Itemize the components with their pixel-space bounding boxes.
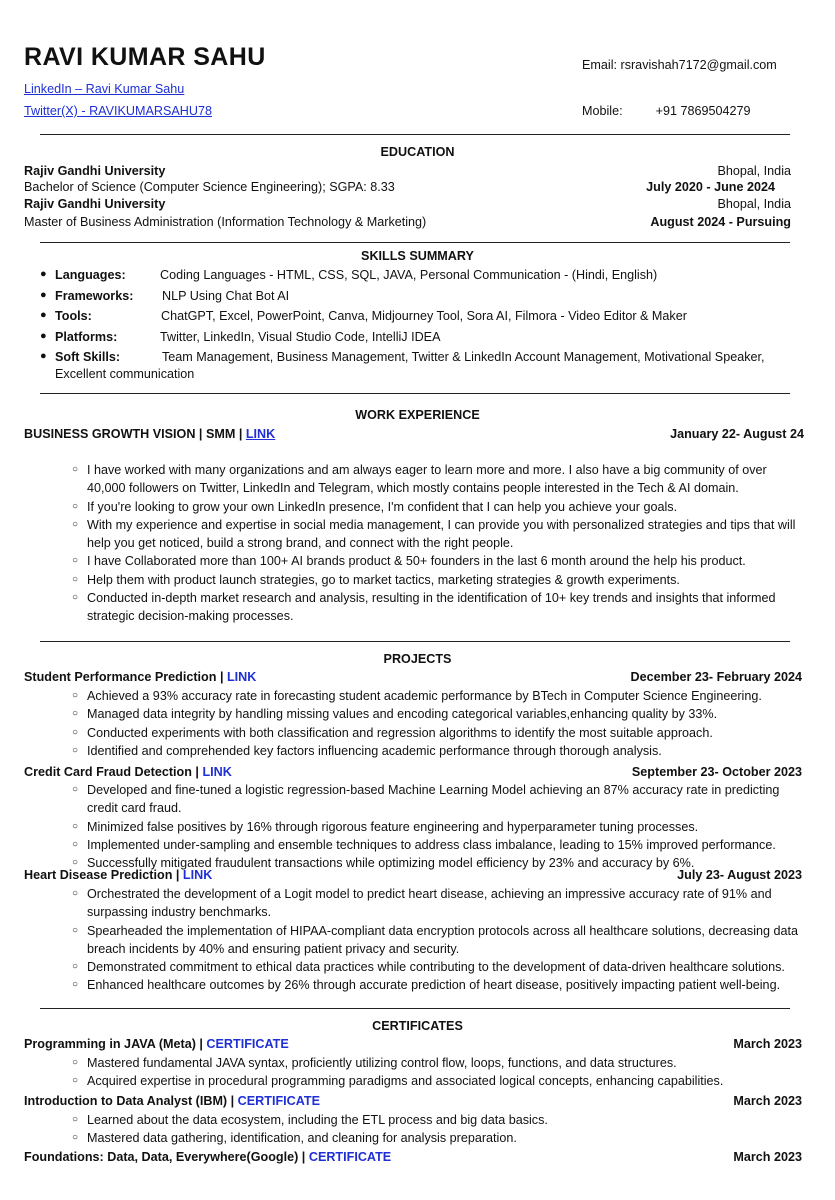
certificate-date: March 2023 bbox=[733, 1037, 802, 1051]
bullet-icon: ● bbox=[40, 268, 47, 280]
list-item: ○ Developed and fine-tuned a logistic regression-based Machine Learning Model achieving an 87% accuracy rate in predicting credit card fraud. bbox=[72, 781, 802, 818]
list-item: ○ Acquired expertise in procedural programming paradigms and associated logical concepts, enhancing capabilities. bbox=[72, 1072, 802, 1090]
certificate-date: March 2023 bbox=[733, 1150, 802, 1164]
mobile-line bbox=[582, 104, 751, 118]
list-item: ○ Achieved a 93% accuracy rate in forecasting student academic performance by BTech in Computer Science Engineering. bbox=[72, 687, 802, 705]
education-location: Bhopal, India bbox=[717, 197, 791, 211]
projects-heading: PROJECTS bbox=[383, 652, 452, 666]
section-divider bbox=[40, 1008, 790, 1009]
skill-label: Tools: bbox=[55, 309, 92, 323]
certificates-heading: CERTIFICATES bbox=[372, 1019, 463, 1033]
skill-value: ChatGPT, Excel, PowerPoint, Canva, Midjourney Tool, Sora AI, Filmora - Video Editor & Maker bbox=[161, 309, 687, 323]
list-item: ○ Help them with product launch strategies, go to market tactics, marketing strategies & growth experiments. bbox=[72, 571, 802, 589]
certificate-title: Programming in JAVA (Meta) | CERTIFICATE bbox=[24, 1037, 289, 1051]
project-title: Student Performance Prediction | LINK bbox=[24, 670, 257, 684]
project-dates: September 23- October 2023 bbox=[631, 765, 802, 779]
skill-label: Platforms: bbox=[55, 330, 118, 344]
list-item: ○ If you're looking to grow your own LinkedIn presence, I'm confident that I can help you achieve your goals. bbox=[72, 498, 802, 516]
education-heading: EDUCATION bbox=[380, 145, 455, 159]
education-school: Rajiv Gandhi University bbox=[24, 164, 166, 178]
email-line bbox=[582, 58, 777, 72]
work-dates: January 22- August 24 bbox=[670, 427, 804, 441]
certificate-bullets bbox=[72, 1054, 802, 1091]
skill-value: Twitter, LinkedIn, Visual Studio Code, IntelliJ IDEA bbox=[160, 330, 441, 344]
project-title: Heart Disease Prediction | LINK bbox=[24, 868, 213, 882]
certificate-link[interactable]: CERTIFICATE bbox=[308, 1150, 392, 1164]
linkedin-link[interactable]: LinkedIn – Ravi Kumar Sahu bbox=[24, 82, 185, 96]
section-divider bbox=[40, 134, 790, 135]
bullet-icon: ● bbox=[40, 309, 47, 321]
list-item: ○ Mastered fundamental JAVA syntax, proficiently utilizing control flow, loops, functions, and data structures. bbox=[72, 1054, 802, 1072]
list-item: ○ Implemented under-sampling and ensemble techniques to address class imbalance, leading to 15% improved performance. bbox=[72, 836, 802, 854]
list-item: ○ I have Collaborated more than 100+ AI brands product & 50+ founders in the last 6 month around the help his product. bbox=[72, 552, 802, 570]
education-dates: July 2020 - June 2024 bbox=[646, 180, 775, 194]
certificate-date: March 2023 bbox=[733, 1094, 802, 1108]
work-heading: WORK EXPERIENCE bbox=[355, 408, 480, 422]
list-item: ○ Identified and comprehended key factors influencing academic performance through thorough analysis. bbox=[72, 742, 802, 760]
mobile-value: +91 7869504279 bbox=[655, 104, 751, 118]
education-location: Bhopal, India bbox=[717, 164, 791, 178]
list-item: ○ Learned about the data ecosystem, including the ETL process and big data basics. bbox=[72, 1111, 802, 1129]
certificate-bullets bbox=[72, 1111, 802, 1148]
project-bullets bbox=[72, 885, 802, 995]
skill-value: NLP Using Chat Bot AI bbox=[162, 289, 290, 303]
list-item: ○ Enhanced healthcare outcomes by 26% through accurate prediction of heart disease, positively impacting patient well-being. bbox=[72, 976, 802, 994]
list-item: ○ Orchestrated the development of a Logit model to predict heart disease, achieving an impressive accuracy rate of 91% and surpassing industry benchmarks. bbox=[72, 885, 802, 922]
list-item: ○ Minimized false positives by 16% through rigorous feature engineering and hyperparameter tuning processes. bbox=[72, 818, 802, 836]
project-link[interactable]: LINK bbox=[223, 670, 257, 684]
mobile-label: Mobile: bbox=[582, 104, 623, 118]
work-company: BUSINESS GROWTH VISION | SMM | LINK bbox=[24, 427, 276, 441]
section-divider bbox=[40, 242, 790, 243]
skill-value-continued: Excellent communication bbox=[55, 367, 195, 381]
project-bullets bbox=[72, 781, 802, 872]
list-item: ○ I have worked with many organizations and am always eager to learn more and more. I also have a big community of over 40,000 followers on Twitter, LinkedIn and Telegram, which mostly contains people interested in the Tech & AI domain. bbox=[72, 461, 802, 498]
list-item: ○ Conducted in-depth market research and analysis, resulting in the identification of 10+ key trends and insights that informed strategic decision-making processes. bbox=[72, 589, 802, 626]
list-item: ○ Successfully mitigated fraudulent transactions while optimizing model efficiency by 23% and accuracy by 6%. bbox=[72, 854, 802, 872]
project-dates: December 23- February 2024 bbox=[630, 670, 802, 684]
certificate-title: Foundations: Data, Data, Everywhere(Google) | CERTIFICATE bbox=[24, 1150, 392, 1164]
project-link[interactable]: LINK bbox=[182, 868, 213, 882]
email-label: Email: bbox=[582, 58, 617, 72]
skill-label: Soft Skills: bbox=[55, 350, 121, 364]
candidate-name: RAVI KUMAR SAHU bbox=[24, 43, 266, 71]
certificate-link[interactable]: CERTIFICATE bbox=[237, 1094, 320, 1108]
list-item: ○ Conducted experiments with both classification and regression algorithms to identify the most suitable approach. bbox=[72, 724, 802, 742]
work-bullets bbox=[72, 461, 802, 626]
education-degree: Bachelor of Science (Computer Science Engineering); SGPA: 8.33 bbox=[24, 180, 395, 194]
skill-label: Languages: bbox=[55, 268, 126, 282]
bullet-icon: ● bbox=[40, 350, 47, 362]
education-degree: Master of Business Administration (Information Technology & Marketing) bbox=[24, 215, 427, 229]
skill-label: Frameworks: bbox=[55, 289, 134, 303]
project-title: Credit Card Fraud Detection | LINK bbox=[24, 765, 232, 779]
project-dates: July 23- August 2023 bbox=[677, 868, 802, 882]
work-link[interactable]: LINK bbox=[245, 427, 276, 441]
twitter-link[interactable]: Twitter(X) - RAVIKUMARSAHU78 bbox=[24, 104, 213, 118]
list-item: ○ Spearheaded the implementation of HIPAA-compliant data encryption protocols across all healthcare solutions, decreasing data breach incidents by 40% and ensuring patient privacy and security. bbox=[72, 922, 802, 959]
bullet-icon: ● bbox=[40, 289, 47, 301]
section-divider bbox=[40, 393, 790, 394]
project-bullets bbox=[72, 687, 802, 760]
section-divider bbox=[40, 641, 790, 642]
list-item: ○ Managed data integrity by handling missing values and encoding categorical variables,enhancing quality by 33%. bbox=[72, 705, 802, 723]
project-link[interactable]: LINK bbox=[202, 765, 232, 779]
skill-value: Coding Languages - HTML, CSS, SQL, JAVA, Personal Communication - (Hindi, English) bbox=[160, 268, 658, 282]
certificate-title: Introduction to Data Analyst (IBM) | CERTIFICATE bbox=[24, 1094, 320, 1108]
education-school: Rajiv Gandhi University bbox=[24, 197, 166, 211]
list-item: ○ With my experience and expertise in social media management, I can provide you with personalized strategies and tips that will help you get noticed, build a strong brand, and connect with the right people. bbox=[72, 516, 802, 553]
bullet-icon: ● bbox=[40, 330, 47, 342]
education-dates: August 2024 - Pursuing bbox=[650, 215, 791, 229]
certificate-link[interactable]: CERTIFICATE bbox=[206, 1037, 289, 1051]
email-value: rsravishah7172@gmail.com bbox=[620, 58, 777, 72]
skills-heading: SKILLS SUMMARY bbox=[361, 249, 474, 263]
list-item: ○ Mastered data gathering, identification, and cleaning for analysis preparation. bbox=[72, 1129, 802, 1147]
skill-value: Team Management, Business Management, Twitter & LinkedIn Account Management, Motivational Speaker, bbox=[162, 350, 765, 364]
list-item: ○ Demonstrated commitment to ethical data practices while contributing to the development of data-driven healthcare solutions. bbox=[72, 958, 802, 976]
